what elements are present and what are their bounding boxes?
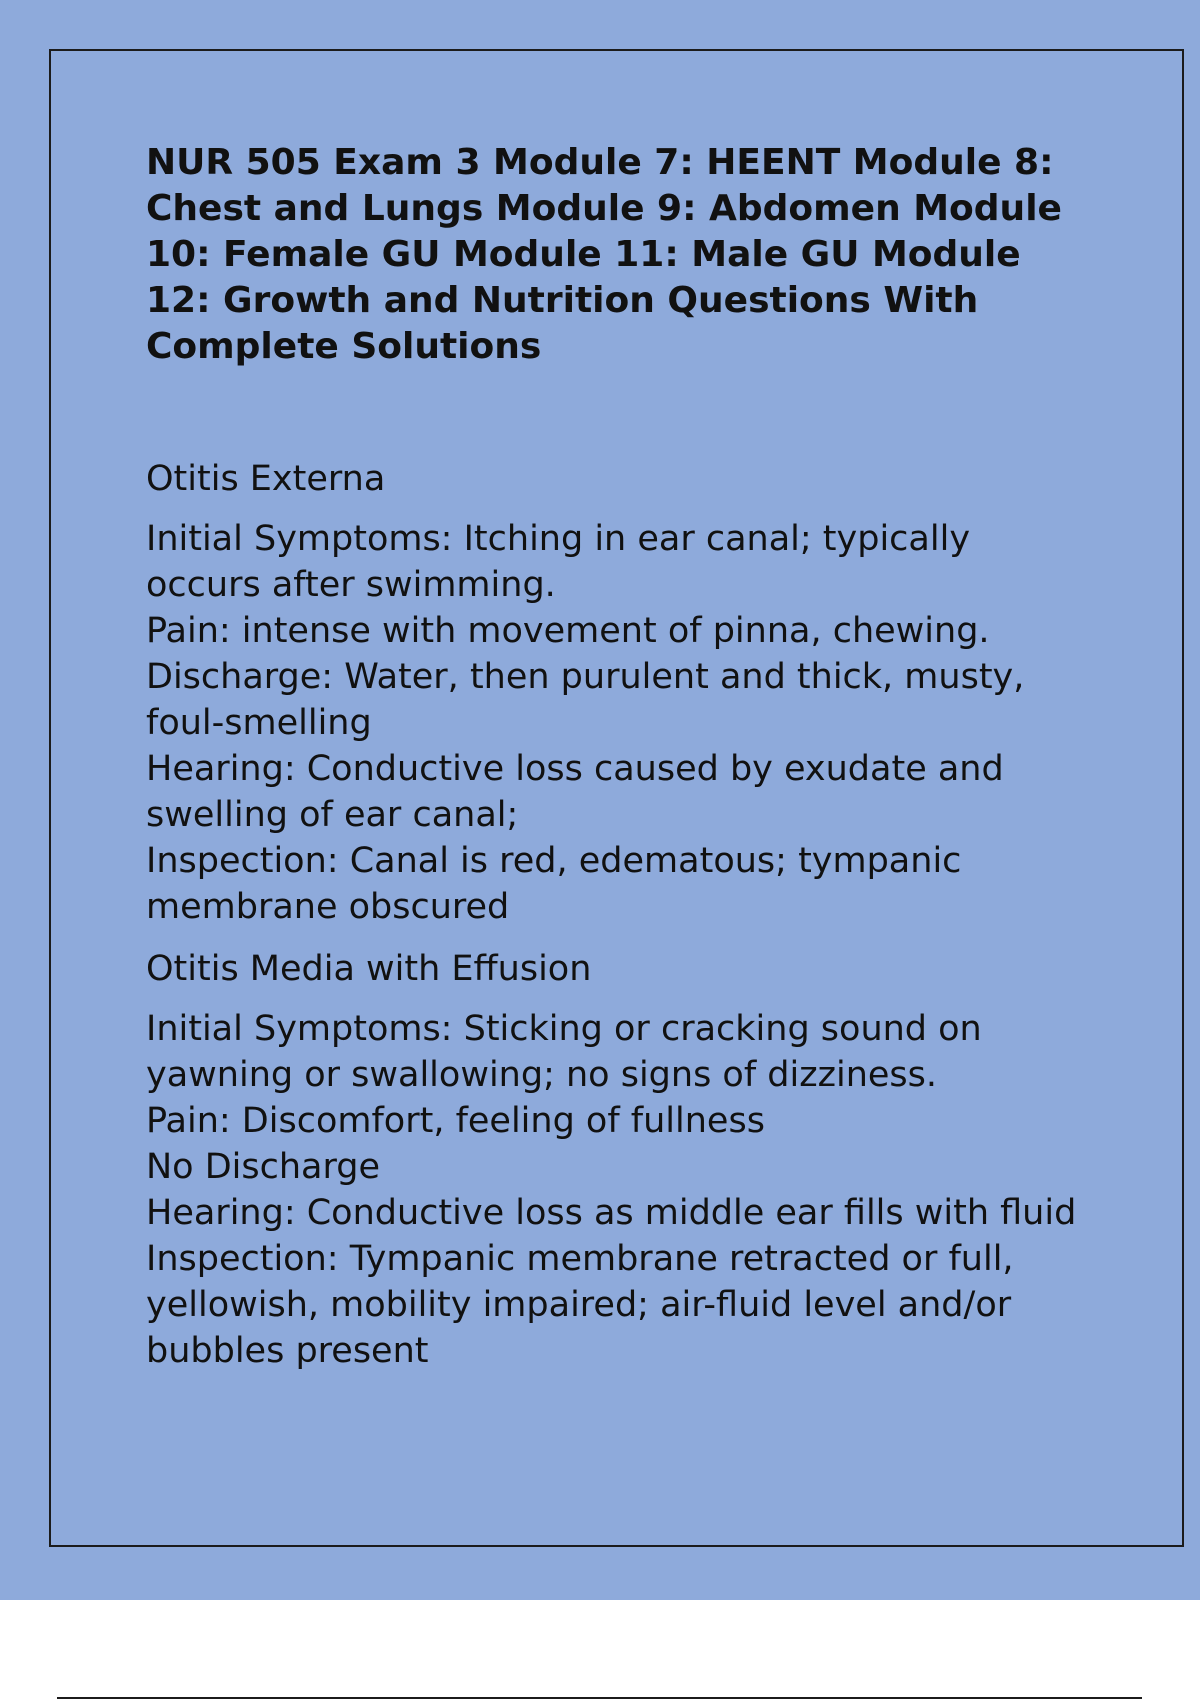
hearing-line: Hearing: Conductive loss caused by exudate and swelling of ear canal;: [146, 749, 1004, 835]
discharge-line: No Discharge: [146, 1147, 381, 1187]
pain-line: Pain: Discomfort, feeling of fullness: [146, 1101, 765, 1141]
hearing-line: Hearing: Conductive loss as middle ear fills with fluid: [146, 1193, 1077, 1233]
cover-content: [146, 140, 1086, 1374]
section-otitis-externa: [146, 456, 1086, 930]
section-body: [146, 1006, 1086, 1374]
discharge-line: Discharge: Water, then purulent and thick, musty, foul-smelling: [146, 657, 1025, 743]
inspection-line: Inspection: Tympanic membrane retracted or full, yellowish, mobility impaired; air-fluid level and/or bubbles present: [146, 1239, 1014, 1371]
initial-symptoms-line: Initial Symptoms: Itching in ear canal; typically occurs after swimming.: [146, 519, 971, 605]
inspection-line: Inspection: Canal is red, edematous; tympanic membrane obscured: [146, 841, 962, 927]
section-heading: Otitis Media with Effusion: [146, 949, 592, 989]
pain-line: Pain: intense with movement of pinna, chewing.: [146, 611, 990, 651]
section-otitis-media-with-effusion: [146, 946, 1086, 1374]
document-title: NUR 505 Exam 3 Module 7: HEENT Module 8: Chest and Lungs Module 9: Abdomen Module 10: Female GU Module 11: Male GU Module 12: Growth and Nutrition Questions With Complete Solutions: [146, 142, 1062, 367]
section-heading: Otitis Externa: [146, 459, 386, 499]
footer-divider: [57, 1697, 1142, 1699]
section-body: [146, 516, 1086, 930]
initial-symptoms-line: Initial Symptoms: Sticking or cracking sound on yawning or swallowing; no signs of dizziness.: [146, 1009, 982, 1095]
